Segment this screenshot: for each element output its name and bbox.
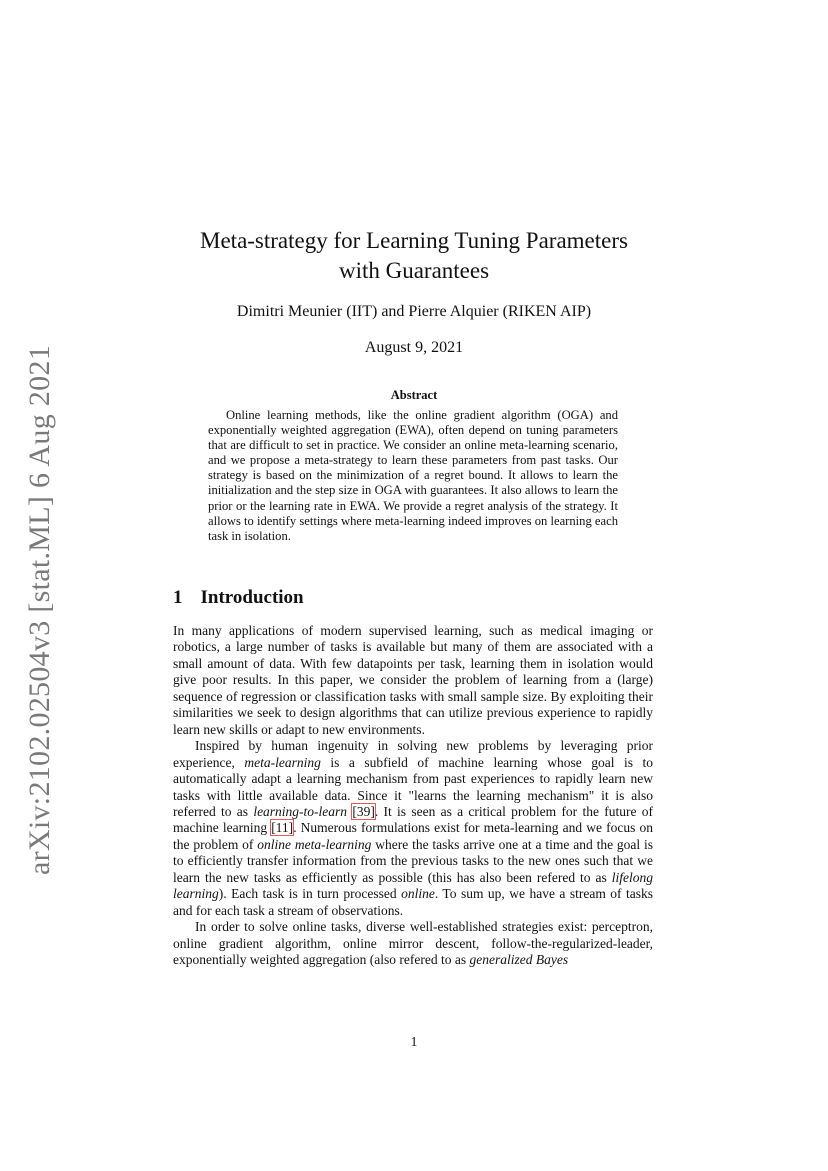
- emphasis-lifelong-learning: lifelong learning: [173, 869, 653, 902]
- section-heading: [173, 587, 304, 609]
- emphasis-online-meta-learning: online meta-learning: [257, 836, 372, 852]
- text-run: is a subfield of machine learning whose goal is to automatically adapt a learning mechanism from past experiences to rapidly learn new tasks with little available data. Since it "learns the learning mechanism" it is also referred to as: [173, 754, 653, 819]
- section-number: 1: [173, 587, 183, 608]
- text-run: . To sum up, we have a stream of tasks and for each task a stream of observations.: [173, 886, 654, 918]
- citation-link-11[interactable]: [11]: [271, 820, 294, 836]
- paragraph-2: [173, 738, 653, 919]
- emphasis-learning-to-learn: learning-to-learn: [253, 803, 348, 819]
- text-run: . Numerous formulations exist for meta-learning and we focus on the problem of: [173, 820, 653, 852]
- text-run: . It is seen as a critical problem for the future of machine learning: [173, 803, 654, 836]
- arxiv-side-stamp: [22, 345, 58, 875]
- arxiv-identifier: arXiv:2102.02504v3 [stat.ML] 6 Aug 2021: [23, 345, 56, 875]
- abstract-text: Online learning methods, like the online gradient algorithm (OGA) and exponentially weighted aggregation (EWA), often depend on tuning parameters that are difficult to set in practice. We consider an online meta-learning scenario, and we propose a meta-strategy to learn these parameters from past tasks. Our strategy is based on the minimization of a regret bound. It allows to learn the initialization and the step size in OGA with guarantees. It also allows to learn the prior or the learning rate in EWA. We provide a regret analysis of the strategy. It allows to identify settings where meta-learning indeed improves on learning each task in isolation.: [208, 408, 618, 543]
- text-run: In order to solve online tasks, diverse well-established strategies exist: perceptron, online gradient algorithm, online mirror descent, follow-the-regularized-leader, exponentially weighted aggregation (also refered to as: [173, 919, 653, 968]
- text-run: Inspired by human ingenuity in solving new problems by leveraging prior experience,: [173, 738, 653, 770]
- date: August 9, 2021: [364, 339, 464, 356]
- authors: Dimitri Meunier (IIT) and Pierre Alquier (RIKEN AIP): [236, 303, 592, 320]
- abstract-heading: Abstract: [390, 388, 438, 402]
- text-run: where the tasks arrive one at a time and the goal is to efficiently transfer information from the previous tasks to the new ones such that we learn the new tasks as efficiently as possible (this has also been refered to as: [173, 836, 654, 885]
- citation-link-39[interactable]: [39]: [352, 803, 375, 819]
- emphasis-meta-learning: meta-learning: [244, 754, 321, 770]
- emphasis-online: online: [401, 886, 435, 902]
- paragraph-3: [173, 919, 653, 968]
- title-line-1: Meta-strategy for Learning Tuning Parameters: [200, 228, 628, 253]
- section-title: Introduction: [200, 587, 304, 608]
- text-run: ). Each task is in turn processed: [218, 886, 402, 902]
- paper-title: [0, 226, 828, 286]
- title-line-2: with Guarantees: [338, 258, 490, 283]
- paragraph-1: In many applications of modern supervised learning, such as medical imaging or robotics, a large number of tasks is available but many of them are associated with a small amount of data. With few datapoints per task, learning them in isolation would give poor results. In this paper, we consider the problem of learning from a (large) sequence of regression or classification tasks with small sample size. By exploiting their similarities we seek to design algorithms that can utilize previous experience to rapidly learn new skills or adapt to new environments.: [173, 623, 653, 737]
- body-text: [173, 623, 653, 969]
- emphasis-generalized-bayes: generalized Bayes: [469, 952, 569, 968]
- page-number: 1: [410, 1034, 418, 1049]
